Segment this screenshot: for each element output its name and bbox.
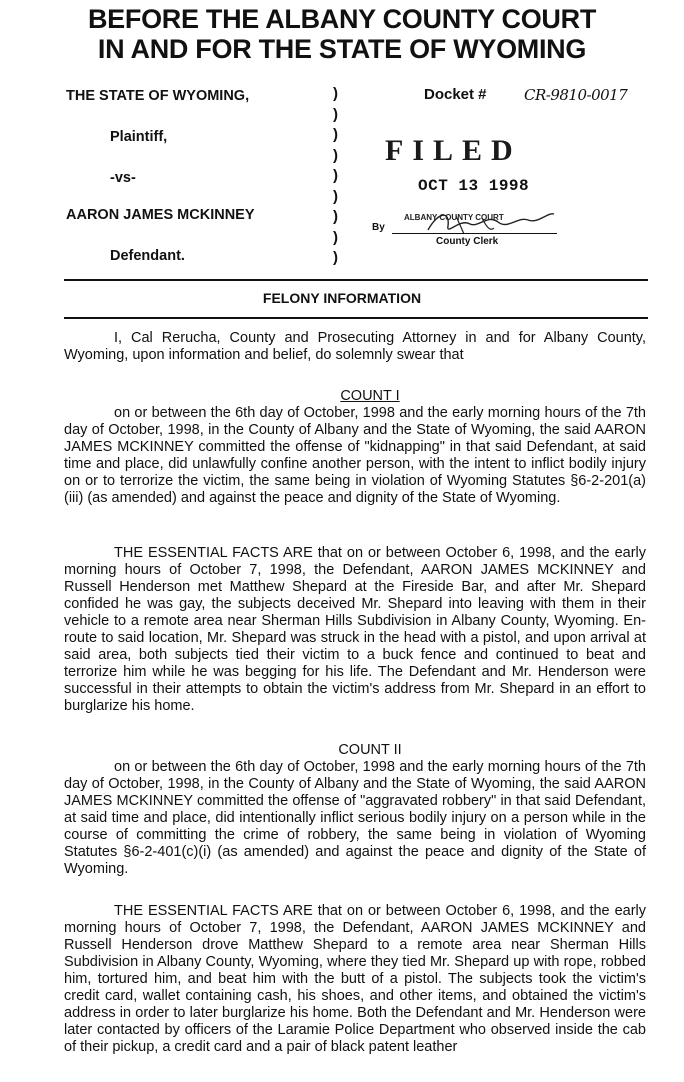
defendant-role: Defendant.	[110, 248, 185, 264]
divider-bottom	[64, 317, 648, 319]
by-label: By	[372, 222, 385, 233]
docket-number: CR-9810-0017	[524, 86, 628, 104]
docket-label: Docket #	[424, 86, 487, 103]
filed-date: OCT 13 1998	[418, 177, 530, 195]
county-clerk-label: County Clerk	[436, 236, 499, 247]
signature-line	[392, 233, 557, 234]
section-title: FELONY INFORMATION	[262, 290, 422, 306]
clerk-stamp-text: ALBANY COUNTY COURT	[404, 213, 504, 222]
versus-label: -vs-	[110, 170, 136, 186]
count-2-heading: COUNT II	[338, 742, 402, 758]
defendant-name: AARON JAMES MCKINNEY	[66, 207, 255, 223]
court-title-line2: IN AND FOR THE STATE OF WYOMING	[97, 34, 587, 64]
count-2-facts: THE ESSENTIAL FACTS ARE that on or between October 6, 1998, and the early morning hours of October 7, 1998, the Defendant, AARON JAMES MCKINNEY and Russell Henderson drove Matthew Shepard to a remote area near Sherman Hills Subdivision in Albany County, Wyoming, where they tied Mr. Shepard up with rope, robbed him, tortured him, and beat him with the butt of a pistol. The subjects took the victim's credit card, wallet containing cash, his shoes, and other items, and obtained the victim's address in order to later burglarize his home. Both the Defendant and Mr. Henderson were later contacted by officers of the Laramie Police Department who observed inside the cab of their pickup, a credit card and a pair of black patent leather	[64, 903, 646, 1055]
count-2-body: on or between the 6th day of October, 1998 and the early morning hours of the 7th day of October, 1998, in the County of Albany and the State of Wyoming, the said AARON JAMES MCKINNEY committed the offense of "aggravated robbery" in that said Defendant, at said time and place, did intentionally inflict serious bodily injury on a person while in the course of committing the crime of robbery, the same being in violation of Wyoming Statutes §6-2-401(c)(i) (as amended) and against the peace and dignity of the State of Wyoming.	[64, 759, 646, 877]
plaintiff-role: Plaintiff,	[110, 129, 168, 145]
caption-brackets: ) ) ) ) ) ) ) ) )	[333, 85, 338, 266]
court-title-line1: BEFORE THE ALBANY COUNTY COURT	[87, 4, 597, 34]
filed-stamp: FILED	[385, 134, 522, 167]
plaintiff-name: THE STATE OF WYOMING,	[66, 88, 250, 104]
clerk-signature-icon	[398, 206, 558, 240]
divider-top	[64, 279, 648, 281]
count-1-facts: THE ESSENTIAL FACTS ARE that on or between October 6, 1998, and the early morning hours of October 7, 1998, the Defendant, AARON JAMES MCKINNEY and Russell Henderson met Matthew Shepard at the Fireside Bar, and after Mr. Shepard confided he was gay, the subjects deceived Mr. Shepard into leaving with them in their vehicle to a remote area near Sherman Hills Subdivision in Albany County, Wyoming. En-route to said location, Mr. Shepard was struck in the head with a pistol, and upon arrival at said area, both subjects tied their victim to a buck fence and continued to beat and terrorize him while he was begging for his life. The Defendant and Mr. Henderson were successful in their attempts to obtain the victim's address from Mr. Shepard in an effort to burglarize his home.	[64, 545, 646, 714]
count-1-body: on or between the 6th day of October, 1998 and the early morning hours of the 7th day of October, 1998, in the County of Albany and the State of Wyoming, the said AARON JAMES MCKINNEY committed the offense of "kidnapping" in that said Defendant, at said time and place, did unlawfully confine another person, with the intent to inflict bodily injury on or to terrorize the victim, the same being in violation of Wyoming Statutes §6-2-201(a)(iii) (as amended) and against the peace and dignity of the State of Wyoming.	[64, 405, 646, 506]
intro-paragraph: I, Cal Rerucha, County and Prosecuting Attorney in and for Albany County, Wyoming, upon information and belief, do solemnly swear that	[64, 330, 646, 363]
count-1-heading: COUNT I	[340, 388, 400, 404]
